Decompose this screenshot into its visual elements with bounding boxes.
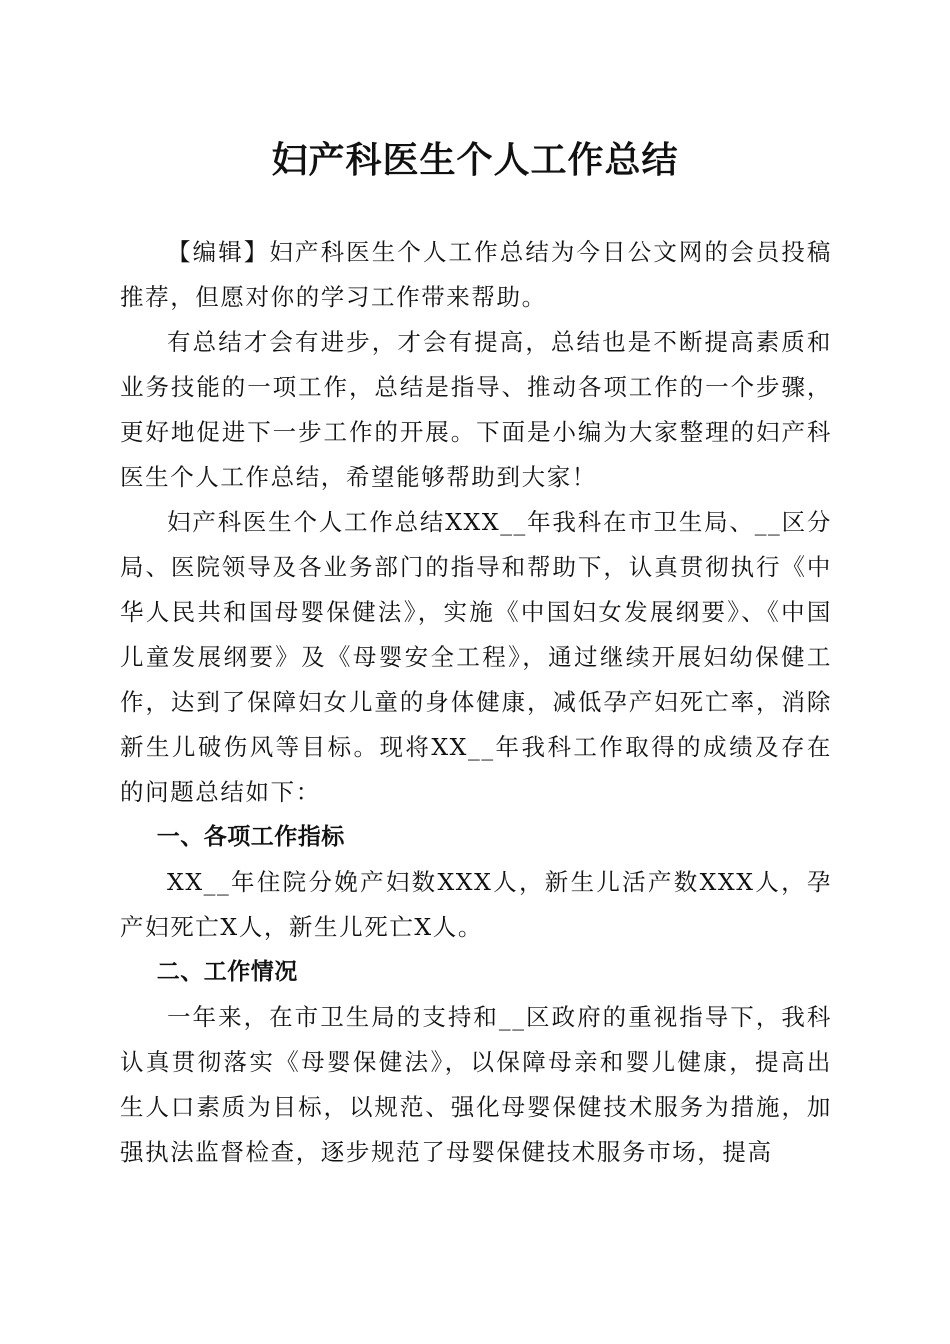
work-indicators-paragraph: XX__年住院分娩产妇数XXX人，新生儿活产数XXX人，孕产妇死亡X人，新生儿死亡X人。 (120, 868, 832, 941)
intro-paragraph: 有总结才会有进步，才会有提高，总结也是不断提高素质和业务技能的一项工作，总结是指导、推动各项工作的一个步骤，更好地促进下一步工作的开展。下面是小编为大家整理的妇产科医生个人工作总结，希望能够帮助到大家！ (120, 328, 832, 491)
editor-note-paragraph: 【编辑】妇产科医生个人工作总结为今日公文网的会员投稿推荐，但愿对你的学习工作带来帮助。 (120, 238, 832, 311)
section-heading-work-status: 二、工作情况 (156, 959, 298, 985)
work-status-paragraph: 一年来，在市卫生局的支持和__区政府的重视指导下，我科认真贯彻落实《母婴保健法》，以保障母亲和婴儿健康，提高出生人口素质为目标，以规范、强化母婴保健技术服务为措施，加强执法监督检查，逐步规范了母婴保健技术服务市场，提高 (120, 1003, 832, 1166)
document-body (120, 230, 832, 1175)
overview-paragraph: 妇产科医生个人工作总结XXX__年我科在市卫生局、__区分局、医院领导及各业务部门的指导和帮助下，认真贯彻执行《中华人民共和国母婴保健法》，实施《中国妇女发展纲要》、《中国儿童发展纲要》及《母婴安全工程》，通过继续开展妇幼保健工作，达到了保障妇女儿童的身体健康，减低孕产妇死亡率，消除新生儿破伤风等目标。现将XX__年我科工作取得的成绩及存在的问题总结如下： (120, 508, 832, 806)
section-heading-work-indicators: 一、各项工作指标 (156, 824, 345, 850)
document-title: 妇产科医生个人工作总结 (271, 139, 679, 181)
